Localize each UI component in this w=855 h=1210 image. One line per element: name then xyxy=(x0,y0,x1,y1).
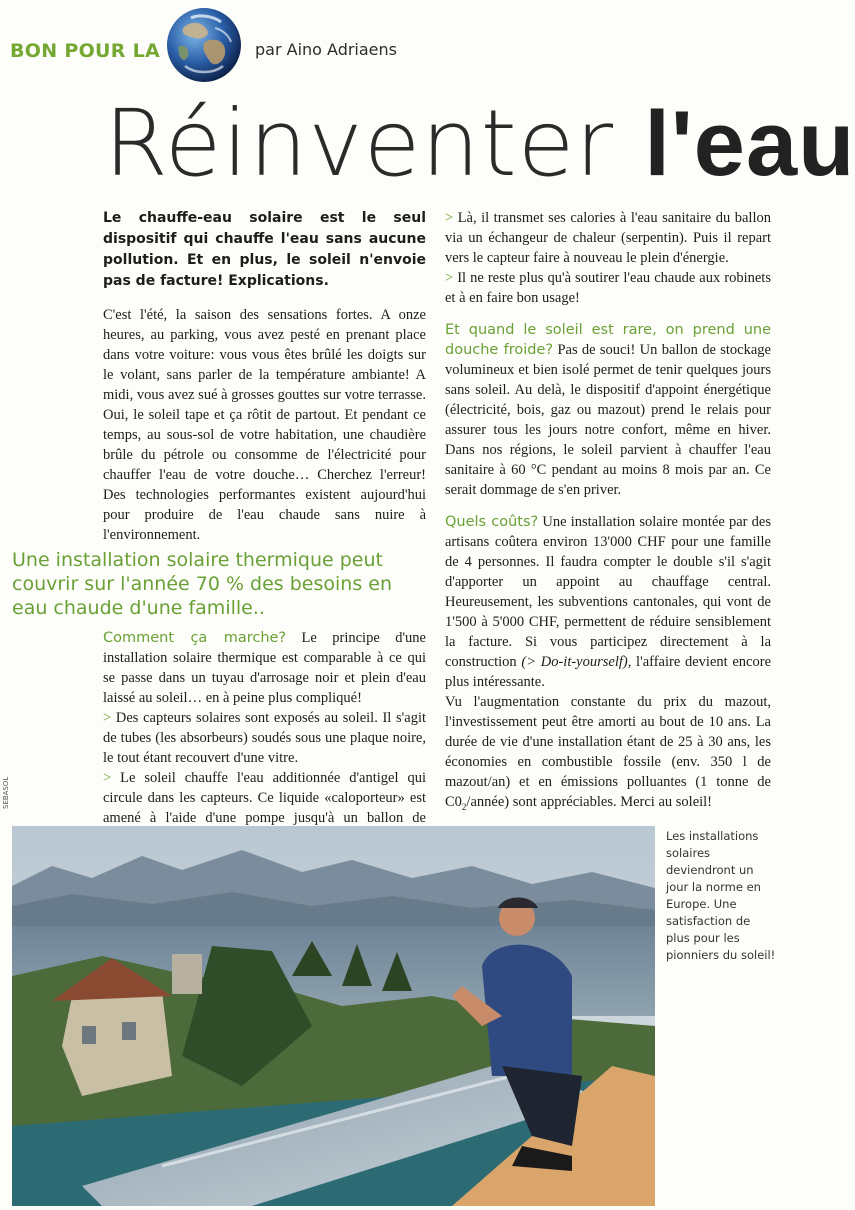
body1-text: C'est l'été, la saison des sensations fortes. A onze heures, au parking, vous avez pesté en prenant place dans votre voiture: vous vous êtes brûlé les doigts sur le volant, sans parler de la température ambiante! A midi, vous avez sué à grosses gouttes sur votre terrasse. Oui, le soleil tape et ça rôtit de partout. Et pendant ce temps, au sous-sol de votre habitation, une chaudière brûle du pétrole ou consomme de l'électricité pour chauffer l'eau de votre douche… Cherchez l'erreur! Des technologies performantes existent aujourd'hui pour produire de l'eau chaude sans nuire à l'environnement. xyxy=(103,307,426,543)
title-part2: l'eau xyxy=(644,93,855,195)
earth-globe-image xyxy=(165,6,243,84)
costs-paragraph xyxy=(445,512,771,692)
amortization-paragraph xyxy=(445,692,771,817)
how-it-works-section xyxy=(103,628,426,848)
step-marker: > xyxy=(103,710,116,726)
step-1-text: Des capteurs solaires sont exposés au soleil. Il s'agit de tubes (les absorbeurs) soudés sous une plaque noire, le tout étant recouvert d'une vitre. xyxy=(103,710,427,766)
author-byline: par Aino Adriaens xyxy=(255,40,397,59)
how-it-works-paragraph xyxy=(103,628,426,708)
cold-shower-paragraph xyxy=(445,320,771,500)
step-3 xyxy=(445,208,771,268)
costs-text-end: , l'affaire devient encore plus intéressante. xyxy=(445,654,772,690)
cold-shower-text: Pas de souci! Un ballon de stockage volumineux et bien isolé permet de tenir quelques jours sans soleil. Au delà, le dispositif d'appoint énergétique (électricité, bois, gaz ou mazout) prend le relais pour assurer tous les jours notre confort, même en hiver. Dans nos régions, le soleil parvient à chauffer l'eau sanitaire à 60 °C pendant au moins 8 mois par an. Ce serait dommage de s'en priver. xyxy=(445,342,771,498)
amortization-text: Vu l'augmentation constante du prix du mazout, l'investissement peut être amorti au bout de 10 ans. La durée de vie d'une installation étant de 25 à 30 ans, les économies en combustible fossile (env. 350 l de mazout/an) et en émissions polluantes (1 tonne de C0 xyxy=(445,694,771,810)
costs-text: Une installation solaire montée par des artisans coûtera environ 13'000 CHF pour une famille de 4 personnes. Il faudra compter le double s'il s'agit d'apporter un appoint au chauffage central. Heureusement, les subventions cantonales, qui vont de 1'500 à 5'000 CHF, permettent de réduire sensiblement la facture. Si vous participez directement à la construction xyxy=(445,514,772,670)
step-marker: > xyxy=(445,270,458,286)
cold-shower-lead: Et quand le soleil est rare, on prend une douche froide? xyxy=(445,322,771,358)
how-it-works-lead: Comment ça marche? xyxy=(103,630,287,646)
body-paragraph-1 xyxy=(103,305,426,545)
step-1 xyxy=(103,708,426,768)
step-4-text: Il ne reste plus qu'à soutirer l'eau chaude aux robinets et à en faire bon usage! xyxy=(445,270,771,306)
section-label: BON POUR LA xyxy=(10,40,161,62)
how-it-works-text: Le principe d'une installation solaire thermique est comparable à ce qui se passe dans un tuyau d'arrosage noir et plein d'eau laissé au soleil… en à peine plus compliqué! xyxy=(103,630,426,706)
co2-subscript: 2 xyxy=(461,801,467,812)
intro-paragraph: Le chauffe-eau solaire est le seul dispositif qui chauffe l'eau sans aucune pollution. Et en plus, le soleil n'envoie pas de facture! Explications. xyxy=(103,210,426,289)
step-4 xyxy=(445,268,771,308)
amortization-text-end: /année) sont appréciables. Merci au soleil! xyxy=(466,794,713,810)
right-column xyxy=(445,208,771,817)
step-3-text: Là, il transmet ses calories à l'eau sanitaire du ballon via un échangeur de chaleur (serpentin). Puis il repart vers le capteur faire à nouveau le plein d'énergie. xyxy=(445,210,771,266)
step-marker: > xyxy=(445,210,458,226)
step-marker: > xyxy=(103,770,121,786)
diy-reference: (> Do-it-yourself) xyxy=(521,654,628,670)
costs-lead: Quels coûts? xyxy=(445,514,539,530)
photo-credit: SEBASOL xyxy=(2,776,10,809)
pull-quote: Une installation solaire thermique peut couvrir sur l'année 70 % des besoins en eau chaude d'une famille.. xyxy=(12,549,392,619)
page-title xyxy=(104,80,855,208)
photo-caption: Les installations solaires deviendront un jour la norme en Europe. Une satisfaction de plus pour les pionniers du soleil! xyxy=(666,829,776,962)
title-part1: Réinventer xyxy=(104,90,645,197)
step-2-text: Le soleil chauffe l'eau additionnée d'antigel qui circule dans les capteurs. Ce liquide «caloporteur» est amené à l'aide d'une pompe jusqu'à un ballon de xyxy=(103,770,426,826)
solar-installation-photo xyxy=(12,826,655,1206)
